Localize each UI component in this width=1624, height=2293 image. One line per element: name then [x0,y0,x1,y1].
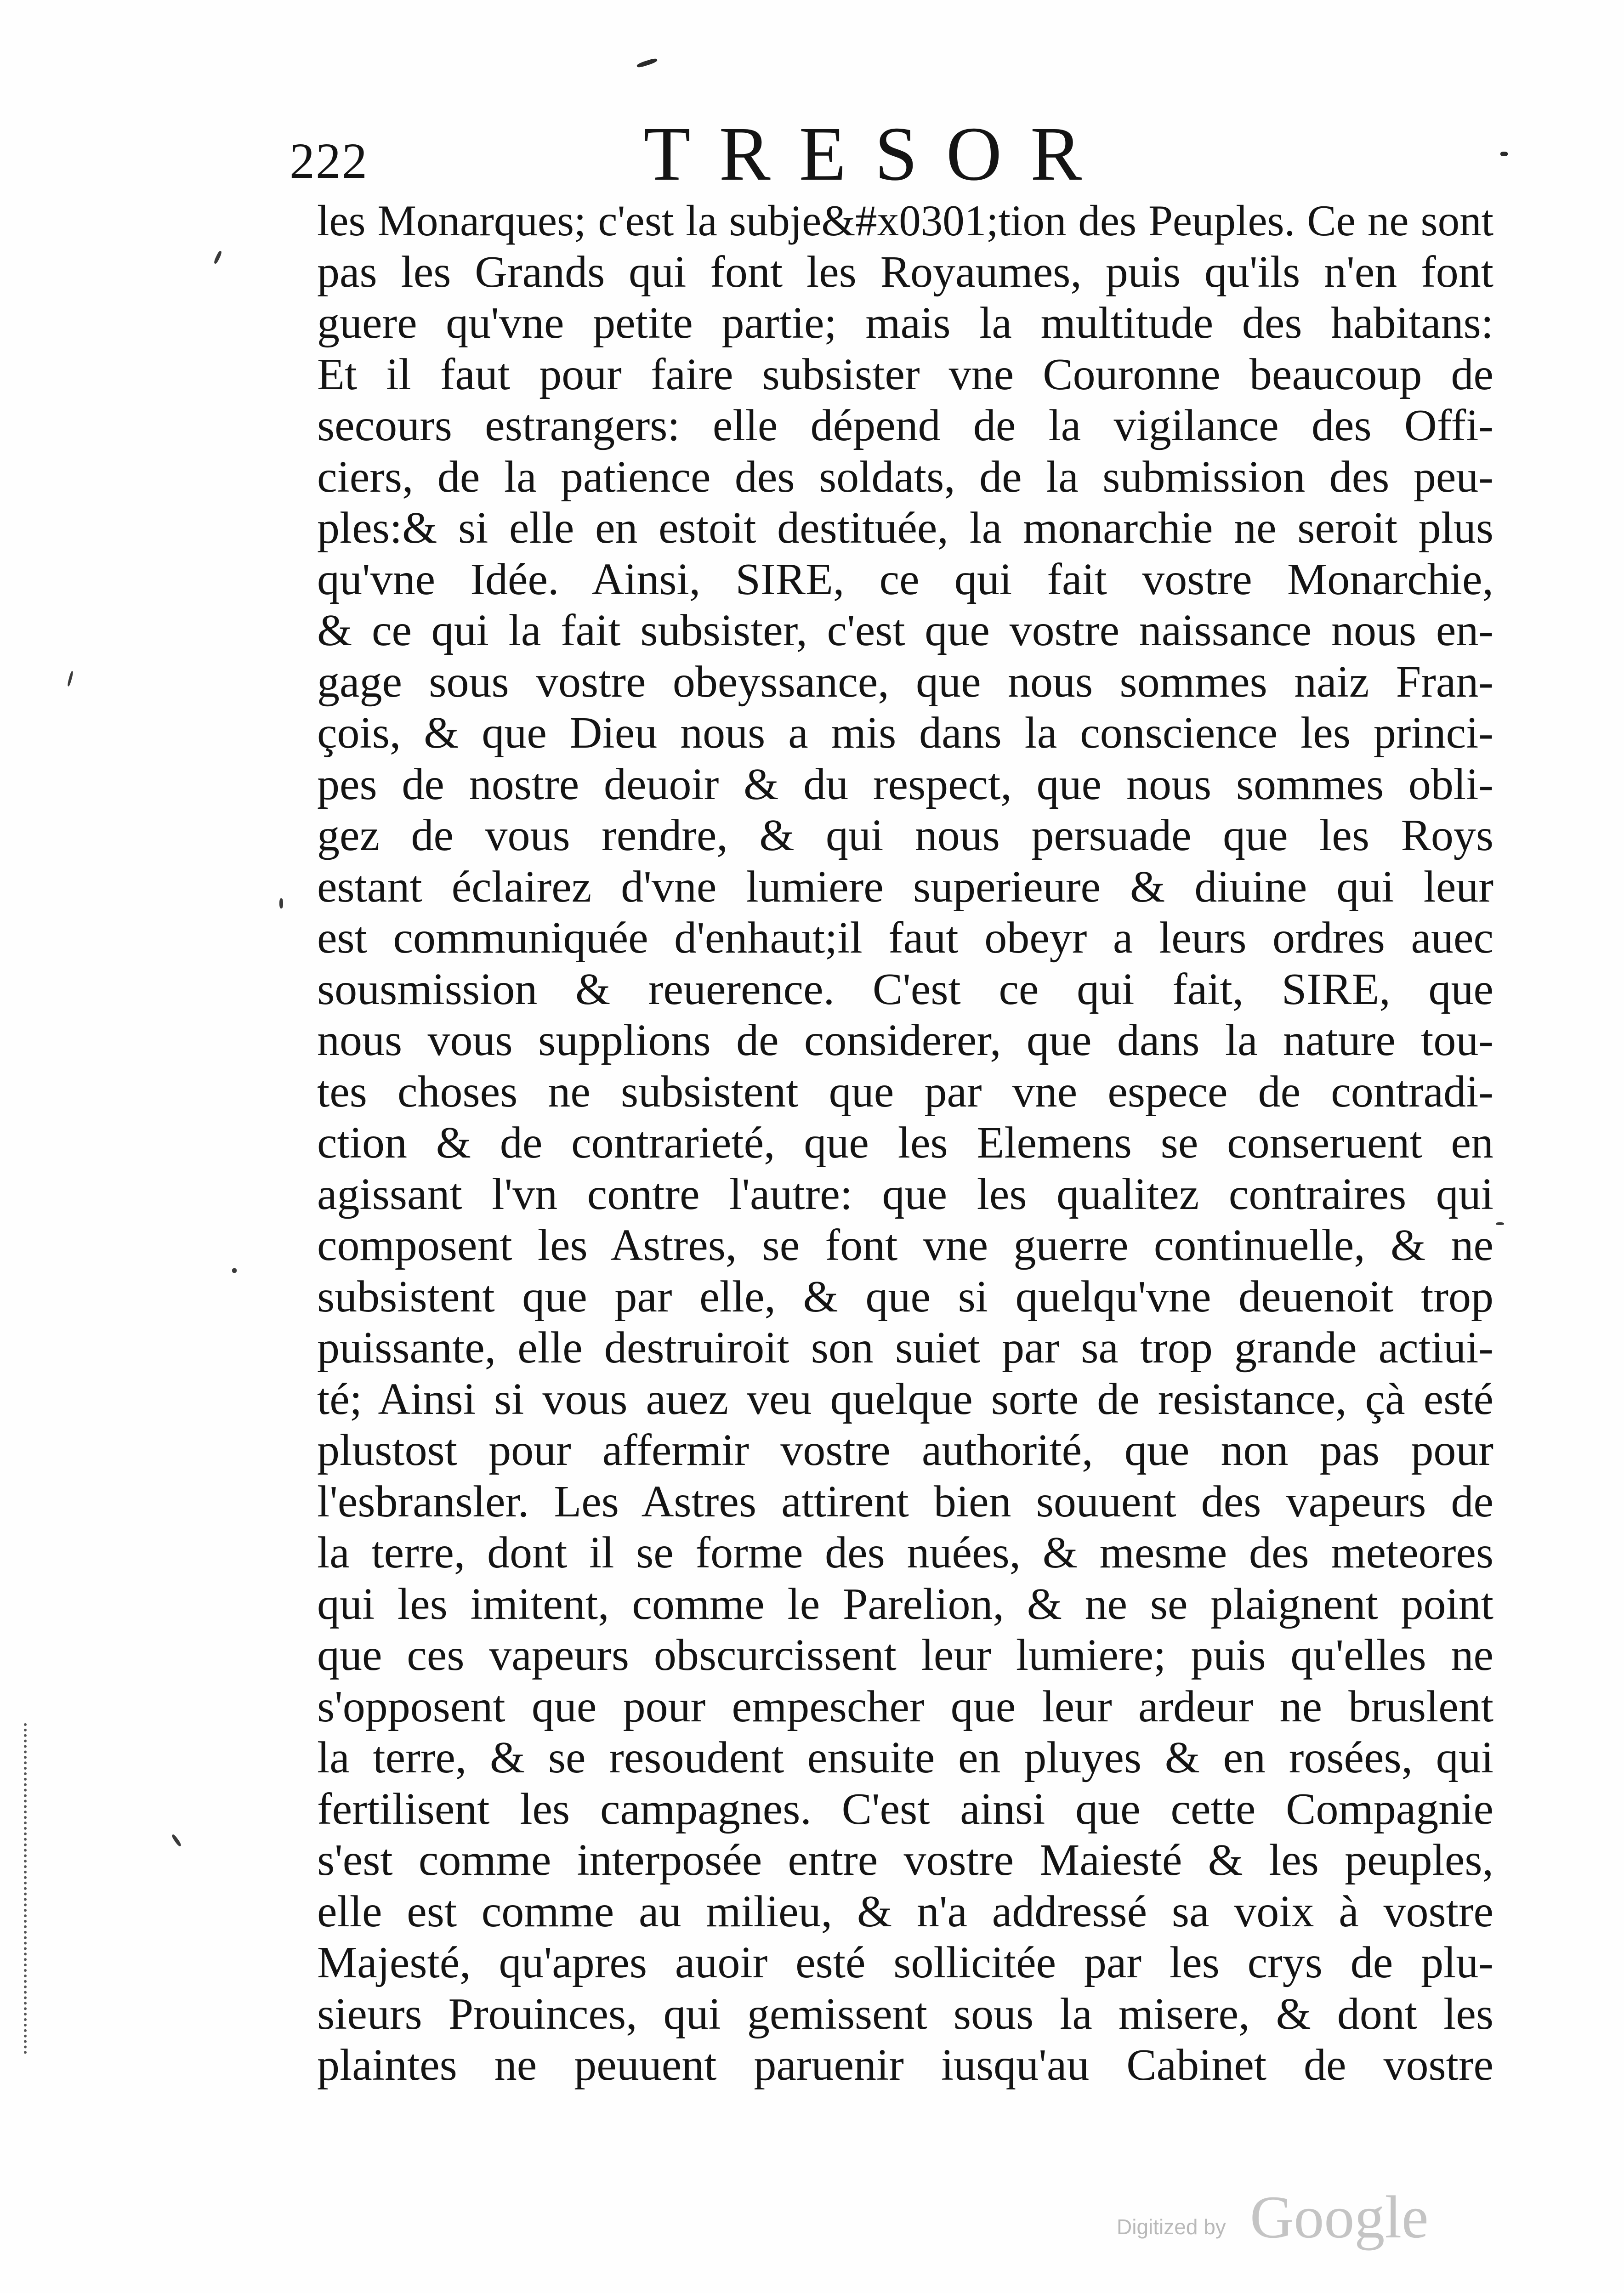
page-number: 222 [290,133,368,189]
text-line: fertilisent les campagnes. C'est ainsi que cette Compagnie [317,1784,1493,1834]
margin-speck [1496,1222,1504,1225]
text-line: nous vous supplions de considerer, que dans la nature tou- [317,1016,1493,1065]
text-line: guere qu'vne petite partie; mais la multitude des habitans: [317,298,1493,348]
running-title: TRESOR [643,111,1111,197]
ink-stroke-top [636,57,658,68]
text-line: la terre, dont il se forme des nuées, & mesme des meteores [317,1528,1493,1578]
text-line: gez de vous rendre, & qui nous persuade que les Roys [317,811,1493,860]
digitized-watermark [1117,2183,1466,2256]
text-line: Majesté, qu'apres auoir esté sollicitée par les crys de plu- [317,1938,1493,1987]
margin-speck [67,671,74,687]
text-line: secours estrangers: elle dépend de la vigilance des Offi- [317,401,1493,450]
text-line: Et il faut pour faire subsister vne Couronne beaucoup de [317,349,1493,399]
text-line: elle est comme au milieu, & n'a addressé sa voix à vostre [317,1886,1493,1936]
text-line: estant éclairez d'vne lumiere superieure & diuine qui leur [317,862,1493,912]
text-line: s'opposent que pour empescher que leur ardeur ne bruslent [317,1681,1493,1731]
text-line: puissante, elle destruiroit son suiet par sa trop grande actiui- [317,1323,1493,1373]
text-line: plaintes ne peuuent paruenir iusqu'au Cabinet de vostre [317,2040,1493,2090]
text-line: s'est comme interposée entre vostre Maiesté & les peuples, [317,1835,1493,1885]
text-line: ples:& si elle en estoit destituée, la monarchie ne seroit plus [317,503,1493,553]
text-line: ciers, de la patience des soldats, de la submission des peu- [317,452,1493,502]
text-line: ction & de contrarieté, que les Elemens se conseruent en [317,1118,1493,1168]
text-line: sieurs Prouinces, qui gemissent sous la misere, & dont les [317,1989,1493,2039]
text-line: que ces vapeurs obscurcissent leur lumiere; puis qu'elles ne [317,1630,1493,1680]
text-line: qu'vne Idée. Ainsi, SIRE, ce qui fait vostre Monarchie, [317,554,1493,604]
margin-rule [24,1723,29,2054]
text-line: gage sous vostre obeyssance, que nous sommes naiz Fran- [317,657,1493,707]
text-line: agissant l'vn contre l'autre: que les qualitez contraires qui [317,1169,1493,1219]
margin-speck [171,1833,182,1847]
google-logo: Google [1250,2183,1429,2251]
text-line: les Monarques; c'est la subje&#x0301;tion des Peuples. Ce ne sont [317,196,1493,245]
text-line: qui les imitent, comme le Parelion, & ne se plaignent point [317,1579,1493,1629]
text-line: sousmission & reuerence. C'est ce qui fait, SIRE, que [317,964,1493,1014]
text-line: subsistent que par elle, & que si quelqu'vne deuenoit trop [317,1271,1493,1322]
margin-speck [232,1268,237,1273]
text-line: çois, & que Dieu nous a mis dans la conscience les princi- [317,708,1493,758]
watermark-prefix: Digitized by [1117,2215,1226,2239]
body-text [317,195,1493,2116]
text-line: pas les Grands qui font les Royaumes, puis qu'ils n'en font [317,247,1493,297]
text-line: l'esbransler. Les Astres attirent bien souuent des vapeurs de [317,1476,1493,1527]
page-header [276,110,1516,202]
margin-speck [279,898,283,908]
text-line: tes choses ne subsistent que par vne espece de contradi- [317,1067,1493,1117]
text-line: la terre, & se resoudent ensuite en pluyes & en rosées, qui [317,1733,1493,1782]
margin-speck [213,250,222,265]
text-line: composent les Astres, se font vne guerre continuelle, & ne [317,1220,1493,1270]
text-line: est communiquée d'enhaut;il faut obeyr a leurs ordres auec [317,913,1493,963]
text-line: & ce qui la fait subsister, c'est que vostre naissance nous en- [317,606,1493,655]
text-line: pes de nostre deuoir & du respect, que nous sommes obli- [317,759,1493,809]
text-line: té; Ainsi si vous auez veu quelque sorte de resistance, çà esté [317,1374,1493,1424]
text-line: plustost pour affermir vostre authorité, que non pas pour [317,1425,1493,1475]
